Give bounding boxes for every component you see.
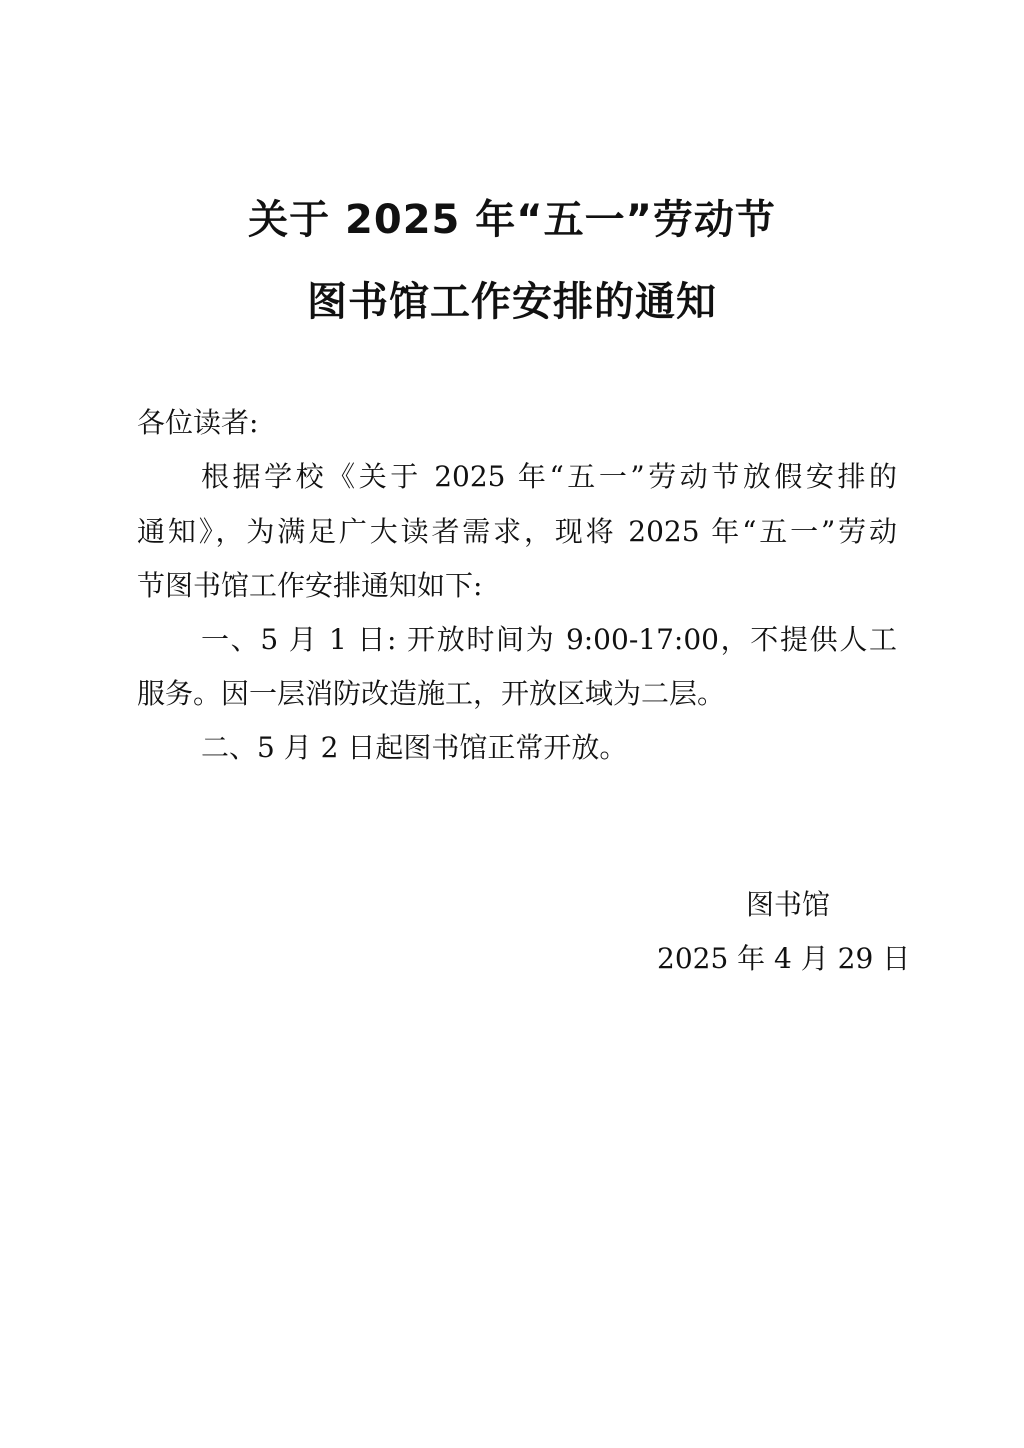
signature: 图书馆 — [746, 888, 831, 921]
paragraph-1-line-2: 通知》，为满足广大读者需求，现将 2025 年“五一”劳动 — [137, 515, 897, 548]
item-1-line-2: 服务。因一层消防改造施工，开放区域为二层。 — [137, 677, 726, 710]
paragraph-1-line-3: 节图书馆工作安排通知如下: — [137, 569, 483, 602]
document-title-line-1: 关于 2025 年“五一”劳动节 — [248, 197, 776, 243]
document-title-line-2: 图书馆工作安排的通知 — [307, 279, 717, 325]
paragraph-1-line-1: 根据学校《关于 2025 年“五一”劳动节放假安排的 — [201, 460, 897, 493]
salutation: 各位读者: — [137, 406, 259, 439]
item-2: 二、5 月 2 日起图书馆正常开放。 — [201, 731, 628, 764]
date: 2025 年 4 月 29 日 — [657, 942, 911, 975]
item-1-line-1: 一、5 月 1 日: 开放时间为 9:00-17:00，不提供人工 — [201, 623, 897, 656]
